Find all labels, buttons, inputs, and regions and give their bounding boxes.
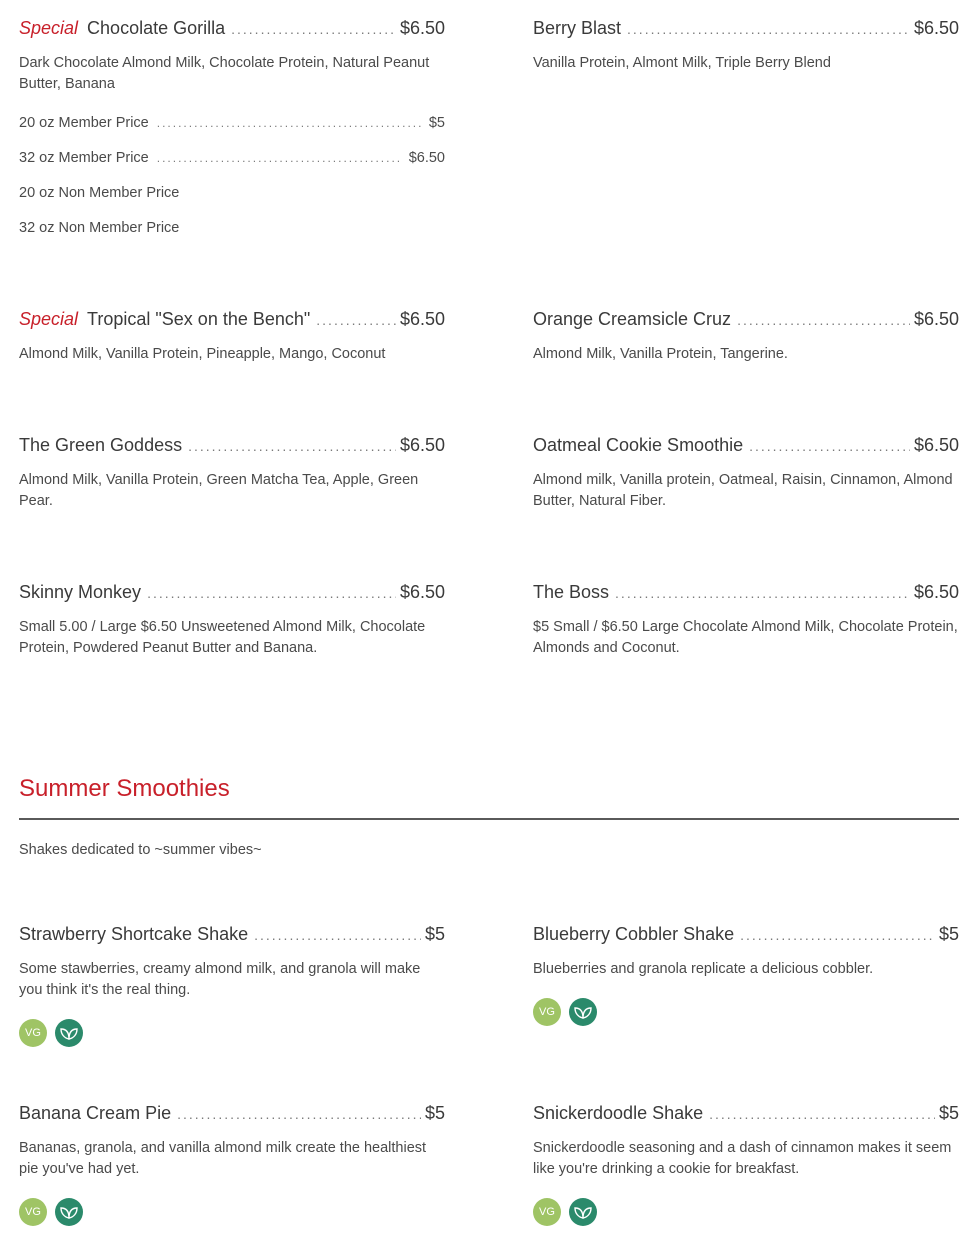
sub-price-row [19, 115, 445, 131]
item-name: Chocolate Gorilla [87, 18, 226, 38]
item-name: The Green Goddess [19, 435, 183, 455]
leaf-icon [55, 1019, 83, 1047]
item-price: $5 [938, 1103, 959, 1123]
item-name: Blueberry Cobbler Shake [533, 924, 735, 944]
item-description: Almond milk, Vanilla protein, Oatmeal, Raisin, Cinnamon, Almond Butter, Natural Fiber. [533, 472, 953, 509]
sub-price-label: 32 oz Non Member Price [19, 220, 180, 236]
dot-leader [231, 18, 396, 40]
dot-leader [157, 151, 401, 165]
item-price: $6.50 [913, 18, 959, 38]
vegan-badge: VG [533, 1198, 561, 1226]
item-description: Almond Milk, Vanilla Protein, Pineapple, Mango, Coconut [19, 346, 386, 362]
menu-item-orange-creamsicle [533, 308, 959, 365]
item-price: $6.50 [399, 309, 445, 329]
sub-price-value: $5 [428, 115, 445, 131]
leaf-icon [569, 998, 597, 1026]
menu-item-the-boss [533, 581, 959, 659]
vegan-badge: VG [19, 1198, 47, 1226]
item-description: Almond Milk, Vanilla Protein, Tangerine. [533, 346, 788, 362]
item-price: $6.50 [913, 435, 959, 455]
vegan-badge: VG [19, 1019, 47, 1047]
item-name: The Boss [533, 582, 610, 602]
sub-price-row [19, 185, 445, 201]
dot-leader [627, 18, 910, 40]
section-title: Summer Smoothies [19, 775, 230, 802]
menu-item-berry-blast [533, 17, 959, 74]
dot-leader [615, 582, 910, 604]
diet-badges [533, 1198, 597, 1226]
dot-leader [740, 924, 935, 946]
item-description: Almond Milk, Vanilla Protein, Green Matcha Tea, Apple, Green Pear. [19, 472, 419, 509]
item-description: $5 Small / $6.50 Large Chocolate Almond Milk, Chocolate Protein, Almonds and Coconut. [533, 619, 958, 656]
sub-price-value: $6.50 [408, 150, 445, 166]
leaf-icon [569, 1198, 597, 1226]
menu-item-chocolate-gorilla [19, 17, 445, 95]
sub-price-label: 20 oz Member Price [19, 115, 149, 131]
menu-item-snickerdoodle [533, 1102, 959, 1180]
dot-leader [177, 1103, 421, 1125]
sub-price-row [19, 220, 445, 236]
menu-item-blueberry-cobbler [533, 923, 959, 980]
item-name: Berry Blast [533, 18, 622, 38]
item-description: Bananas, granola, and vanilla almond milk create the healthiest pie you've had yet. [19, 1140, 427, 1177]
item-name: Tropical "Sex on the Bench" [87, 309, 311, 329]
item-name: Snickerdoodle Shake [533, 1103, 704, 1123]
diet-badges [19, 1198, 83, 1226]
dot-leader [709, 1103, 935, 1125]
sub-price-label: 20 oz Non Member Price [19, 185, 180, 201]
item-price: $5 [424, 924, 445, 944]
sub-price-row [19, 150, 445, 166]
special-tag: Special [19, 18, 79, 38]
menu-item-banana-cream-pie [19, 1102, 445, 1180]
dot-leader [316, 309, 396, 331]
item-price: $6.50 [913, 582, 959, 602]
item-name: Oatmeal Cookie Smoothie [533, 435, 744, 455]
item-name: Skinny Monkey [19, 582, 142, 602]
menu-item-green-goddess [19, 434, 445, 512]
special-tag: Special [19, 309, 79, 329]
dot-leader [147, 582, 396, 604]
item-name: Strawberry Shortcake Shake [19, 924, 249, 944]
menu-item-tropical [19, 308, 445, 365]
item-price: $6.50 [399, 582, 445, 602]
dot-leader [254, 924, 421, 946]
menu-item-oatmeal-cookie [533, 434, 959, 512]
item-price: $5 [938, 924, 959, 944]
dot-leader [737, 309, 910, 331]
item-price: $5 [424, 1103, 445, 1123]
item-name: Orange Creamsicle Cruz [533, 309, 732, 329]
dot-leader [157, 116, 421, 130]
item-description: Dark Chocolate Almond Milk, Chocolate Protein, Natural Peanut Butter, Banana [19, 55, 430, 92]
item-name: Banana Cream Pie [19, 1103, 172, 1123]
item-price: $6.50 [399, 435, 445, 455]
dot-leader [749, 435, 910, 457]
section-divider [19, 818, 959, 820]
item-description: Some stawberries, creamy almond milk, and granola will make you think it's the real thing. [19, 961, 421, 998]
section-description: Shakes dedicated to ~summer vibes~ [19, 842, 262, 858]
vegan-badge: VG [533, 998, 561, 1026]
leaf-icon [55, 1198, 83, 1226]
dot-leader [188, 435, 396, 457]
menu-item-skinny-monkey [19, 581, 445, 659]
item-description: Blueberries and granola replicate a delicious cobbler. [533, 961, 874, 977]
item-price: $6.50 [399, 18, 445, 38]
item-description: Snickerdoodle seasoning and a dash of cinnamon makes it seem like you're drinking a cookie for breakfast. [533, 1140, 952, 1177]
item-price: $6.50 [913, 309, 959, 329]
item-description: Vanilla Protein, Almont Milk, Triple Berry Blend [533, 55, 831, 71]
menu-item-strawberry-shortcake [19, 923, 445, 1001]
diet-badges [533, 998, 597, 1026]
sub-price-label: 32 oz Member Price [19, 150, 149, 166]
diet-badges [19, 1019, 83, 1047]
item-description: Small 5.00 / Large $6.50 Unsweetened Almond Milk, Chocolate Protein, Powdered Peanut Butter and Banana. [19, 619, 426, 656]
